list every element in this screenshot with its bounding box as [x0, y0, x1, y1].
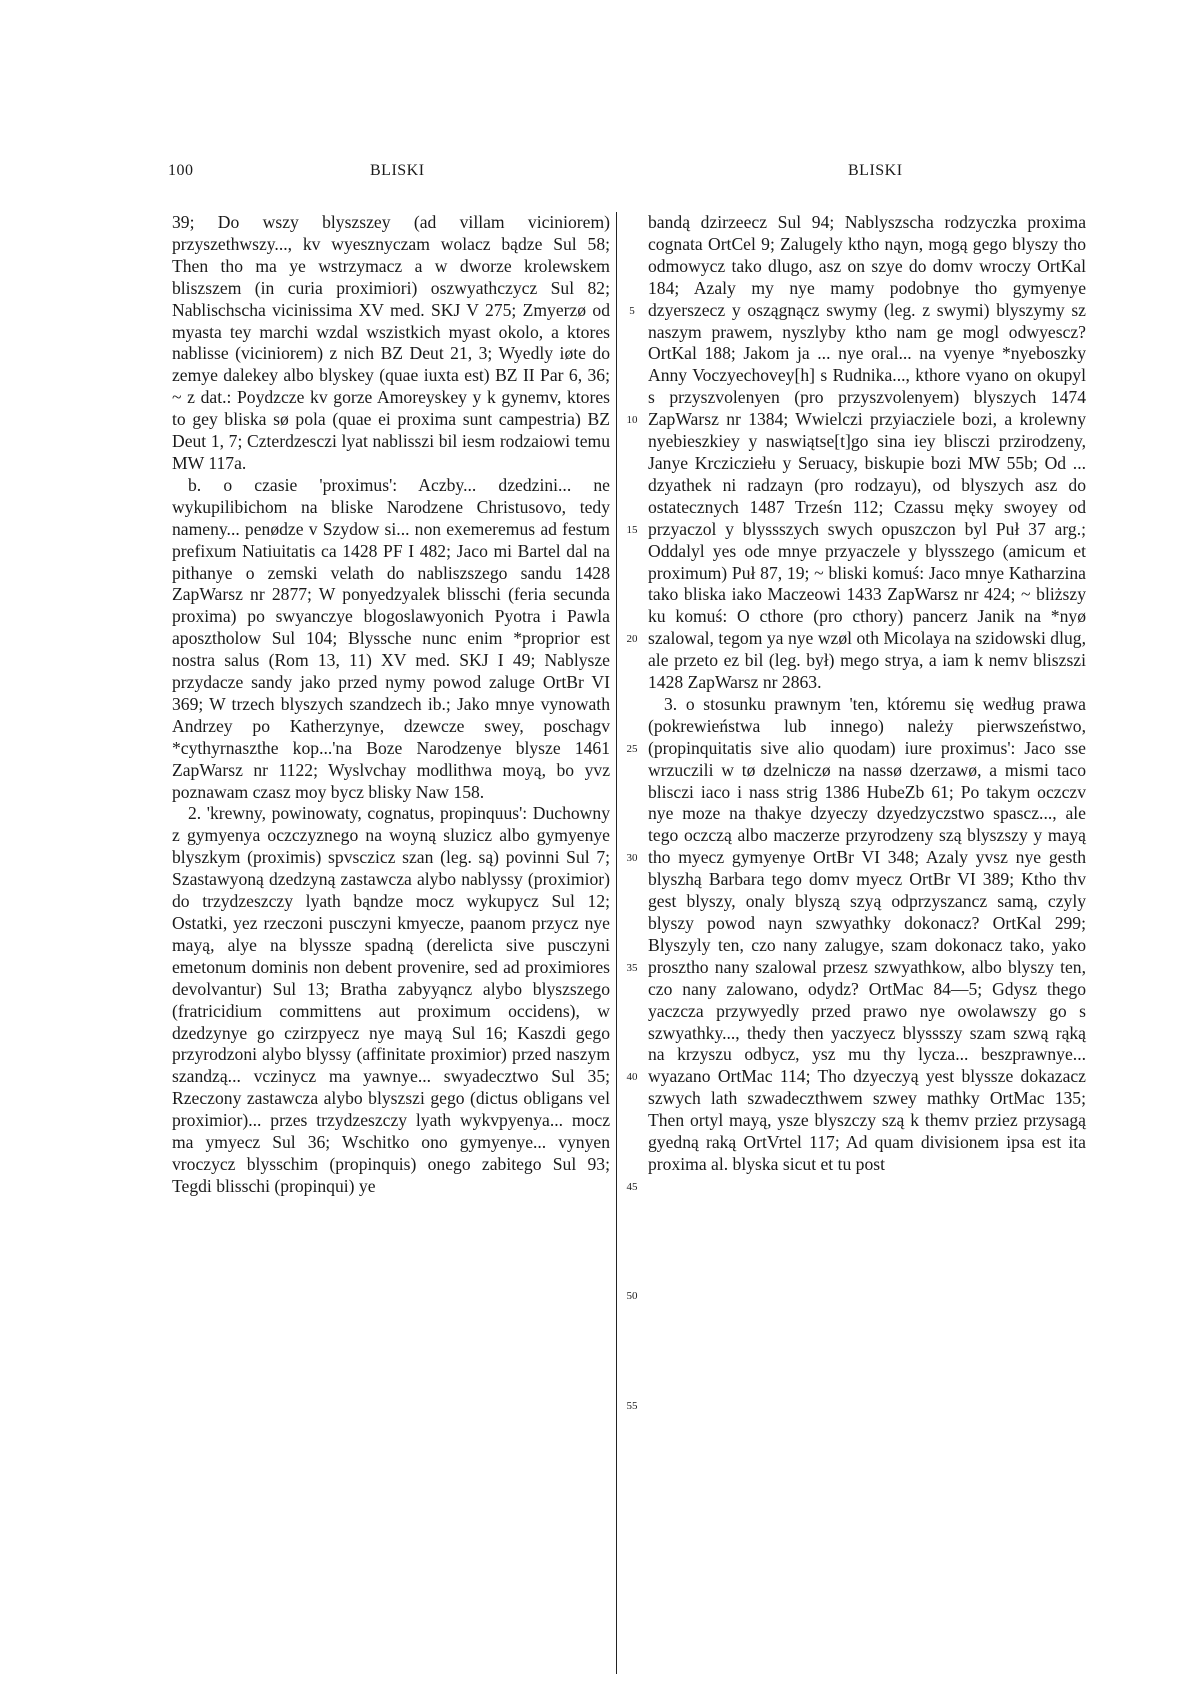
running-head-right: BLISKI — [848, 162, 903, 179]
column-divider — [616, 212, 617, 1674]
right-column — [648, 212, 1086, 1176]
paragraph: 2. 'krewny, powinowaty, cognatus, propinquus': Duchowny z gymyenya oczczyznego na woyną sluzicz albo gymyenye blyszkym (proximis) spvsczicz szan (leg. są) povinni Sul 7; Szastawyoną dzedzyną zastawcza alybo nablyssy (proximior) do trzydzeszczy lyath bąndze mocz wykupycz Sul 12; Ostatki, yez rzeczoni pusczyni kmyecze, paanom przycz nye mayą, alye na blyssze spadną (derelicta sive pusczyni emetonum dominis non debent provenire, sed ad proximiores devolvantur) Sul 13; Bratha zabyyąncz alybo blyszszego (fratricidium committens aut proximum occidens), w dzedzynye go czirzpyecz nye mayą Sul 16; Kaszdi gego przyrodzoni alybo blyssy (affinitate proximior) przed naszym szandzą... vczinycz ma yawnye... swyadecztwo Sul 35; Rzeczony zastawcza alybo blyszszi gego (dictus obligans vel proximior)... przes trzydzeszczy lyath wykvpyenya... mocz ma ymyecz Sul 36; Wschitko ono gymyenye... vynyen vroczycz blysschim (propinquis) onego zabitego Sul 93; Tegdi blisschi (propinqui) ye — [172, 803, 610, 1196]
line-number: 35 — [626, 962, 638, 974]
line-number: 30 — [626, 852, 638, 864]
page-number: 100 — [168, 162, 194, 179]
line-number: 55 — [626, 1400, 638, 1412]
paragraph: bandą dzirzeecz Sul 94; Nablyszscha rodzyczka proxima cognata OrtCel 9; Zalugely ktho nąyn, mogą gego blyszy tho odmowycz tako dlugo, asz on szye do domv wroczy OrtKal 184; Azaly my nye mamy podobnye tho gymyenye dzyerszecz y oszągnącz swymy (leg. z swymi) blyszymy sz naszym prawem, nyszlyby ktho nam ge mogl odwyescz? OrtKal 188; Jakom ja ... nye oral... na vyenye *nyeboszky Anny Voczyechovey[h] s Rudnika..., kthore vyano on okupyl s przyszvolenyen (pro przyszvolenyem) blyszych 1474 ZapWarsz nr 1384; Wwielczi przyiacziele bozi, a krolewny nyebieszkiey y naswiątse[t]go sina iey blisczi przirodzeny, Janye Krczicziełu y Seruacy, biskupie bozi MW 55b; Od ... dzyathek ni radzayn (pro rodzayu), od blyszych asz do ostatecznych 1487 Trześn 112; Czassu męky swoyey od przyaczol y blyssszych swych opuszczon byl Puł 37 arg.; Oddalyl yes ode mnye przyaczele y blysszego (amicum et proximum) Puł 87, 19; ~ bliski komuś: Jaco mnye Katharzina tako bliska iako Maczeowi 1433 ZapWarsz nr 424; ~ bliższy ku komuś: O cthore (pro cthory) pancerz Janik na *nyø szalowal, tegom ya nye wzøl oth Micolaya na szidowski dlug, ale przeto ez bil (leg. był) mego strya, a iam k nemv bliszszi 1428 ZapWarsz nr 2863. — [648, 212, 1086, 693]
line-number: 40 — [626, 1071, 638, 1083]
running-head-left: BLISKI — [370, 162, 425, 179]
line-number: 25 — [626, 743, 638, 755]
line-number: 50 — [626, 1290, 638, 1302]
line-number: 10 — [626, 414, 638, 426]
line-number: 15 — [626, 524, 638, 536]
line-number: 5 — [629, 305, 635, 317]
line-number: 20 — [626, 633, 638, 645]
paragraph: b. o czasie 'proximus': Aczby... dzedzini... ne wykupilibichom na bliske Narodzene Christusovo, tedy nameny... penødze v Szydow si... non exemeremus ad festum prefixum Natiuitatis ca 1428 PF I 482; Jaco mi Bartel dal na pithanye o zemski velath do nabliszszego sandu 1428 ZapWarsz nr 2877; W ponyedzyalek blisschi (feria secunda proxima) po swyanczye blogoslawyonich Pyotra i Pawla aposztholow Sul 104; Blyssche nunc enim *proprior est nostra salus (Rom 13, 11) XV med. SKJ I 49; Nablysze przydacze sandy jako przed nymy powod zaluge OrtBr VI 369; W trzech blyszych szandzech ib.; Jako mnye vynowath Andrzey po Katherzynye, dzewcze swey, poschagv *cythyrnaszthe kop...'na Boze Narodzenye blysze 1461 ZapWarsz nr 1122; Wyslvchay modlithwa moyą, bo yvz poznawam czasz moy bycz blisky Naw 158. — [172, 474, 610, 802]
paragraph: 3. o stosunku prawnym 'ten, któremu się według prawa (pokrewieństwa lub innego) należy pierwszeństwo, (propinquitatis sive alio quodam) iure proximus': Jaco sse wrzuczili w tø dzelniczø na nassø dzerzawø, a mismi taco blisczi iaco i nass strig 1386 HubeZb 61; Po takym oczczv nye moze na thakye dzyeczy dzyedzyczstwo spascz..., ale tego oczczą albo maczerze przyrodzeny szą blyszszy y mayą tho myecz gymyenye OrtBr VI 348; Azaly yvsz nye gesth blyszhą Barbara tego domv myecz OrtBr VI 389; Ktho thv gest blyszy, onaly blyszą szyą odprzyszancz samą, czyly blyszy powod nayn szwyathky dokonacz? OrtKal 299; Blyszyly ten, czo nany zalugye, szam dokonacz tako, yako prosztho nany szalowal przesz szwyathkow, albo blyszy ten, czo nany zalowano, odydz? OrtMac 84—5; Gdysz thego yaczcza przywyedly przed prawo nye owolawszy go s szwyathky..., thedy then yaczyecz blyssszy szam szwą rąką na krzyszu odbycz, ysz mu thy lycza... beszprawnye... wyazano OrtMac 114; Tho dzyeczyą yest blyssze dokazacz szwych lath szwadeczthwem szwey mathky OrtMac 135; Then ortyl mayą, ysze blyszczy szą k themv prziez przysagą gyedną raką OrtVrtel 117; Ad quam divisionem ipsa est ita proxima al. blyska sicut et tu post — [648, 693, 1086, 1174]
line-number: 45 — [626, 1181, 638, 1193]
left-column — [172, 212, 610, 1198]
paragraph: 39; Do wszy blyszszey (ad villam viciniorem) przyszethwszy..., kv wyesznyczam wolacz bądze Sul 58; Then tho ma ye wstrzymacz a w dworze krolewskem bliszszem (in curia proximiori) oszwyathczycz Sul 82; Nablischscha vicinissima XV med. SKJ V 275; Zmyerzø od myasta tey marchi wzdal wszistkich myast okolo, a ktores nablisse (viciniorem) z nich BZ Deut 21, 3; Wyedly iøte do zemye dalekey albo blyskey (quae iuxta est) BZ II Par 6, 36; ~ z dat.: Poydzcze kv gorze Amoreyskey y k gynemv, ktores to gey bliska sø pola (quae ei proxima sunt campestria) BZ Deut 1, 7; Czterdzesczi lyat nablisszi bil iesm rodzaiowi temu MW 117a. — [172, 212, 610, 473]
